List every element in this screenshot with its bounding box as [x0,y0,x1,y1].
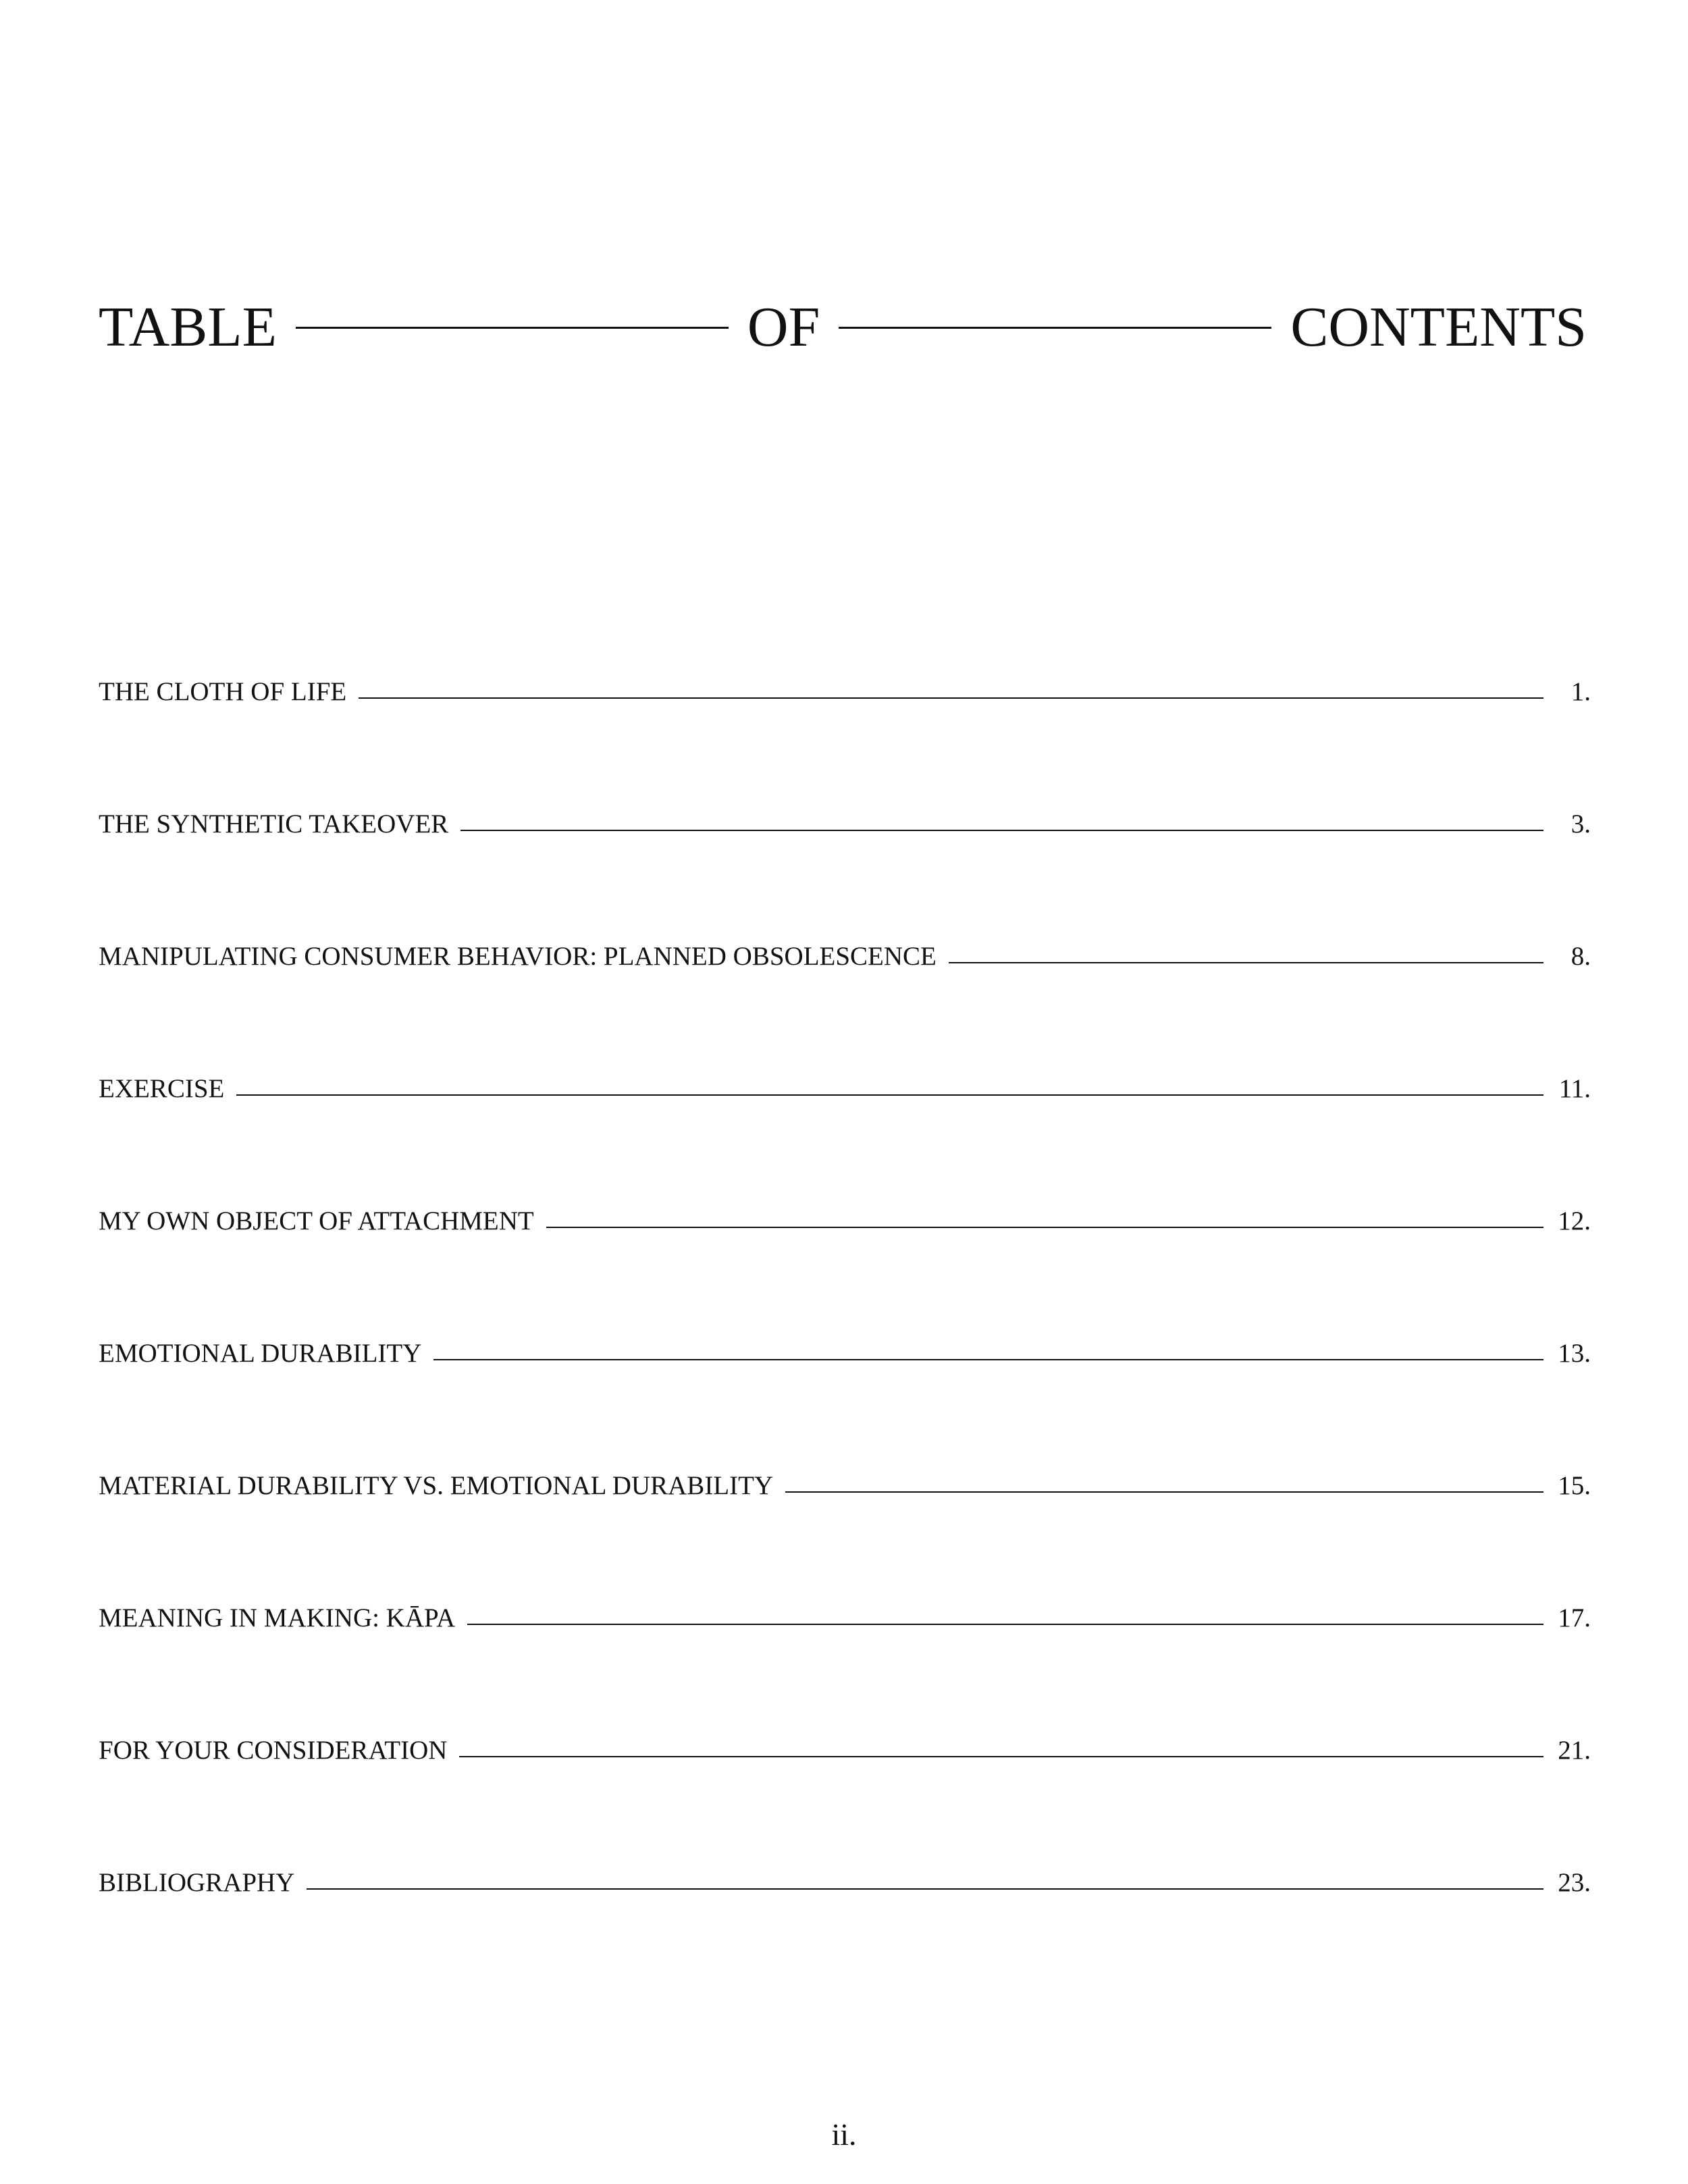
toc-entry-title: MY OWN OBJECT OF ATTACHMENT [99,1206,534,1235]
toc-entry-leader [459,1756,1544,1757]
toc-entry-planned-obsolescence [99,943,1591,1075]
toc-entry-leader [949,962,1544,963]
toc-entry-leader [236,1094,1544,1096]
toc-entry-material-vs-emotional [99,1472,1591,1605]
toc-entry-page: 21. [1558,1736,1591,1765]
toc-entry-object-of-attachment [99,1208,1591,1340]
heading-rule-left [296,327,729,329]
heading-word-contents: CONTENTS [1290,296,1587,358]
toc-heading [99,290,1587,365]
toc-entry-page: 3. [1571,809,1591,838]
toc-entry-page: 23. [1558,1868,1591,1897]
toc-list [99,678,1591,2002]
toc-entry-title: THE SYNTHETIC TAKEOVER [99,809,449,838]
heading-word-table: TABLE [99,296,277,358]
toc-entry-leader [359,697,1544,699]
heading-rule-right [839,327,1271,329]
toc-entry-title: BIBLIOGRAPHY [99,1868,295,1897]
toc-entry-leader [433,1359,1544,1360]
toc-entry-title: MATERIAL DURABILITY VS. EMOTIONAL DURABILITY [99,1471,774,1500]
toc-entry-title: EXERCISE [99,1074,225,1103]
toc-entry-title: EMOTIONAL DURABILITY [99,1339,422,1368]
toc-entry-page: 13. [1558,1339,1591,1368]
toc-entry-leader [467,1624,1544,1625]
toc-entry-cloth-of-life [99,678,1591,811]
page-number: ii. [831,2117,857,2152]
toc-entry-page: 1. [1571,677,1591,706]
toc-entry-meaning-in-making [99,1605,1591,1737]
toc-entry-title: THE CLOTH OF LIFE [99,677,347,706]
toc-entry-leader [546,1227,1544,1228]
toc-entry-page: 17. [1558,1603,1591,1632]
toc-entry-page: 15. [1558,1471,1591,1500]
toc-entry-page: 8. [1571,942,1591,971]
toc-entry-for-your-consideration [99,1737,1591,1869]
toc-entry-title: MANIPULATING CONSUMER BEHAVIOR: PLANNED OBSOLESCENCE [99,942,937,971]
toc-entry-title: FOR YOUR CONSIDERATION [99,1736,448,1765]
toc-entry-emotional-durability [99,1340,1591,1472]
toc-entry-leader [307,1888,1544,1890]
toc-entry-synthetic-takeover [99,811,1591,943]
toc-entry-title: MEANING IN MAKING: KĀPA [99,1603,456,1632]
toc-entry-page: 11. [1558,1074,1591,1103]
toc-entry-exercise [99,1075,1591,1208]
toc-entry-page: 12. [1558,1206,1591,1235]
toc-entry-leader [460,830,1544,831]
toc-entry-bibliography [99,1869,1591,2002]
heading-word-of: OF [747,296,820,358]
toc-entry-leader [785,1491,1544,1493]
